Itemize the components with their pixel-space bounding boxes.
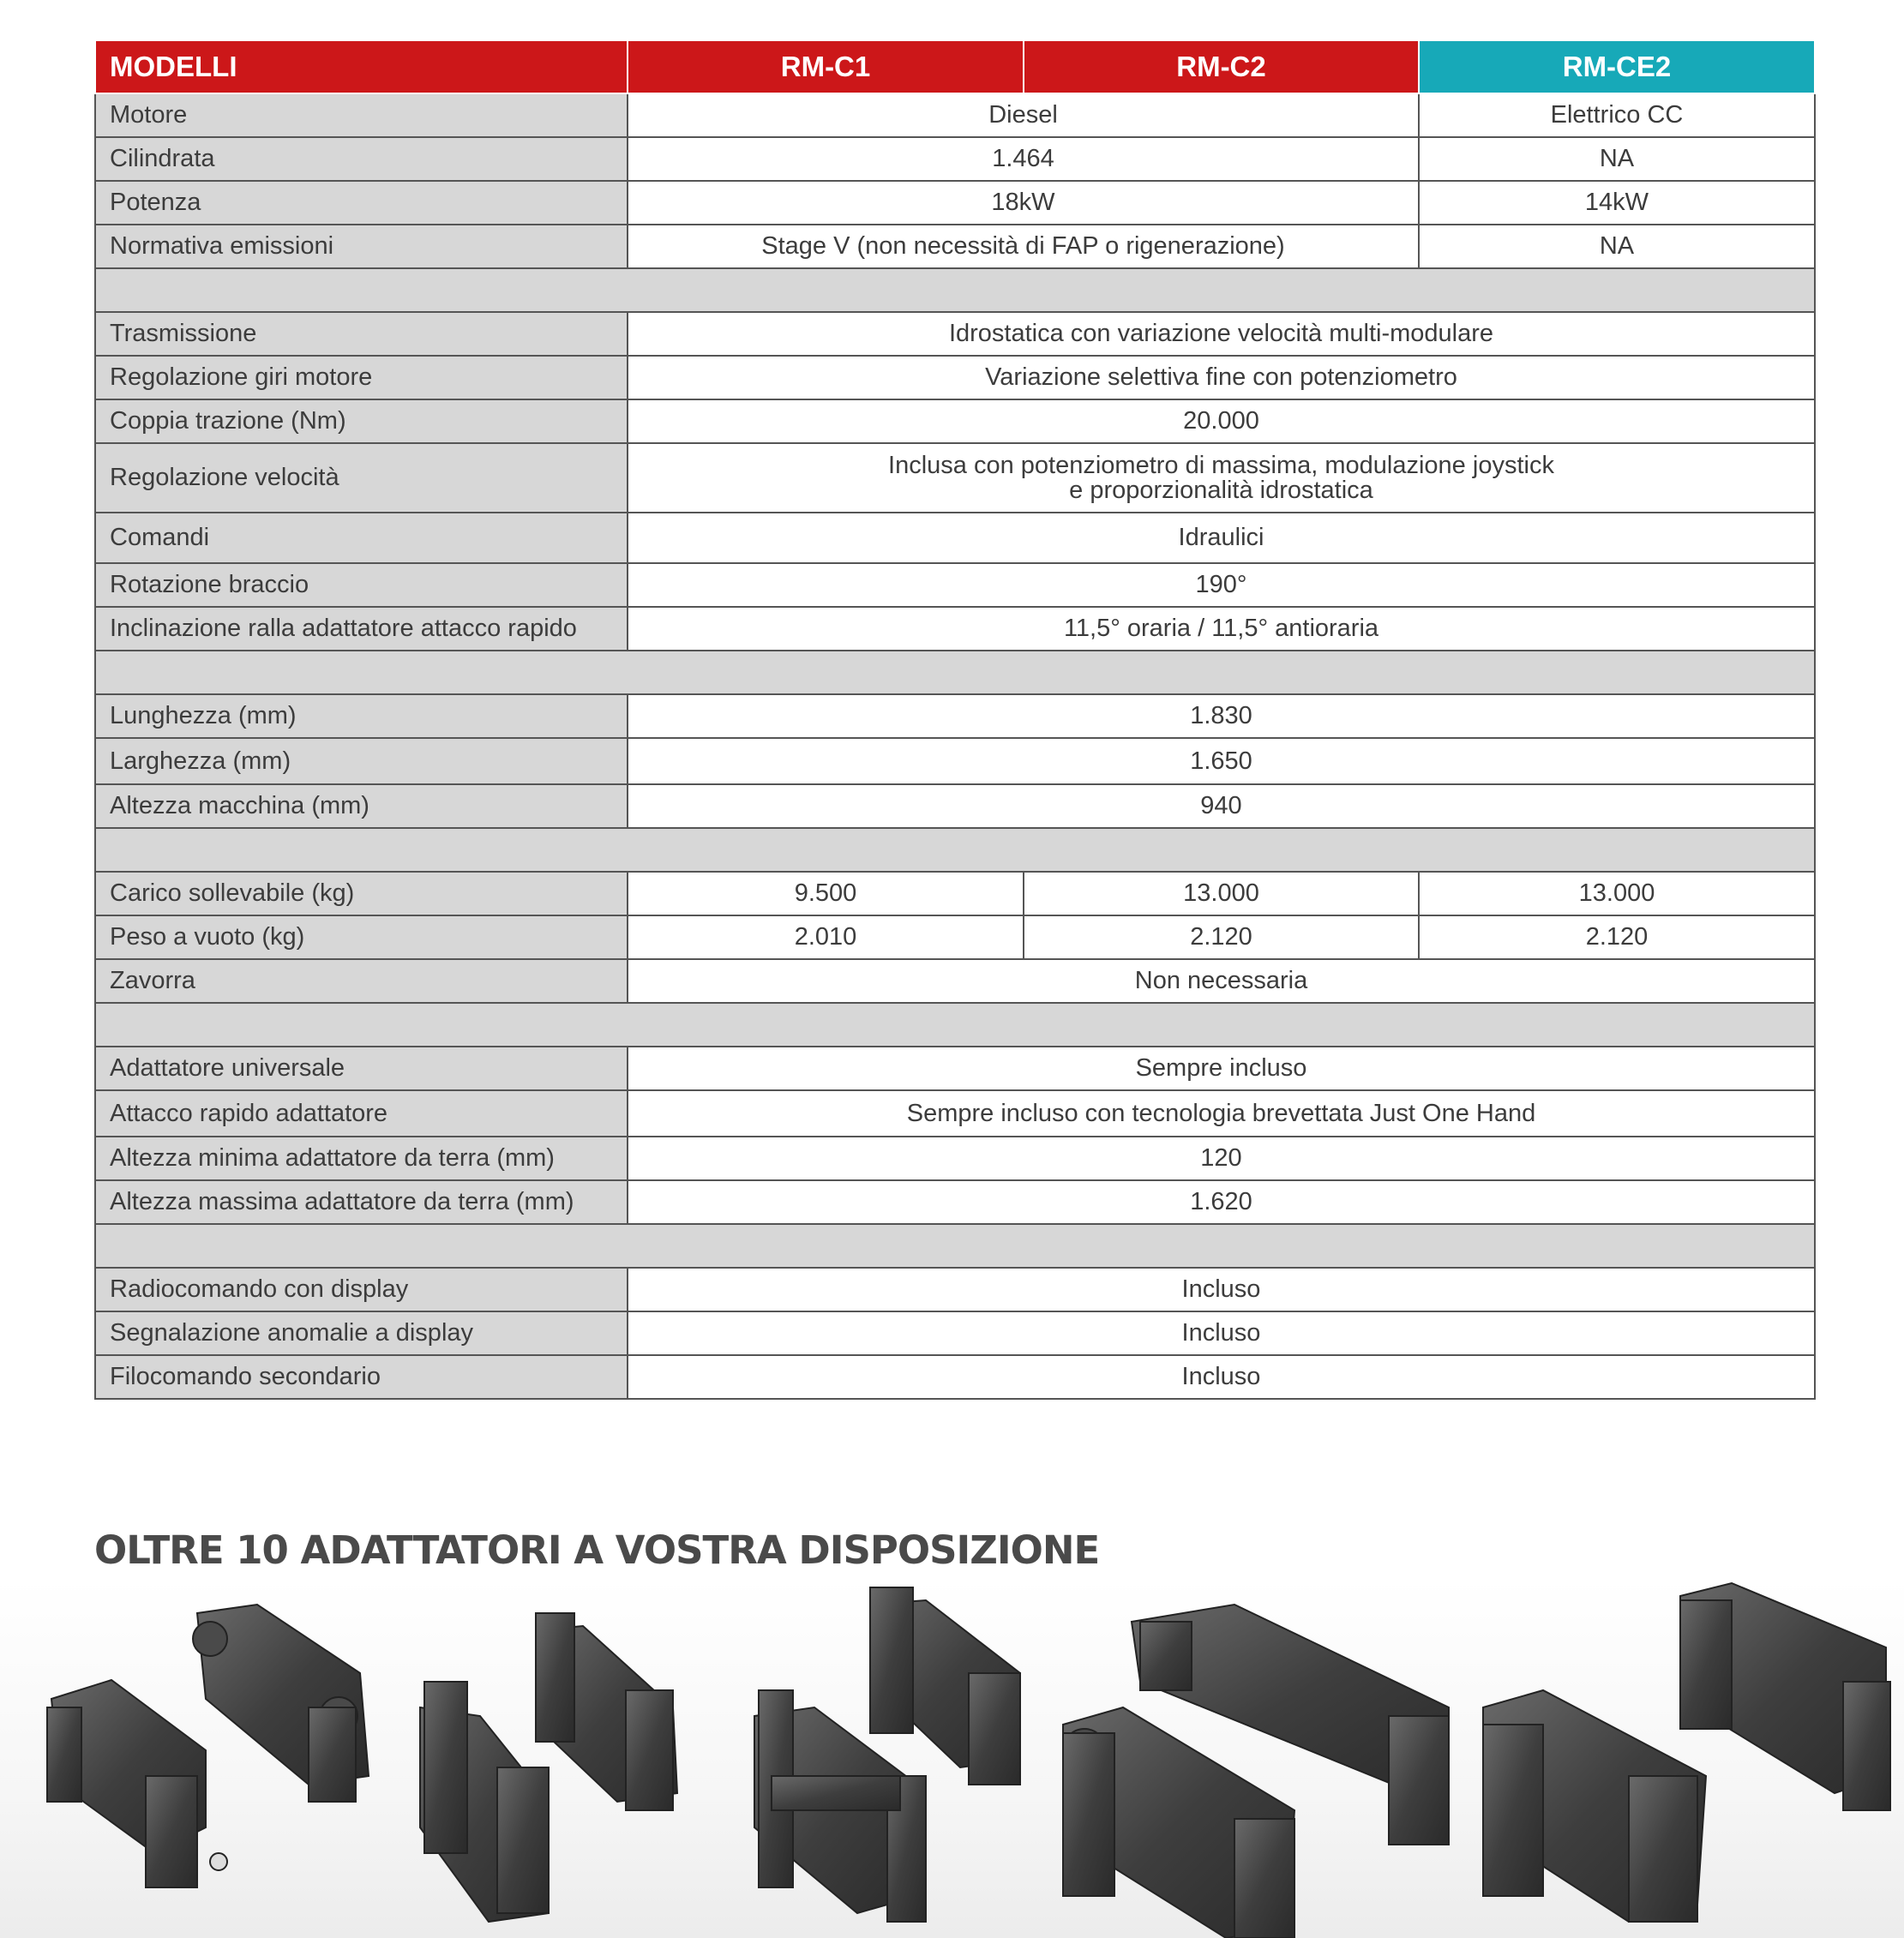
separator-cell <box>95 828 1815 872</box>
adapter-shape <box>1063 1707 1294 1938</box>
separator-cell <box>95 1003 1815 1047</box>
row-label: Inclinazione ralla adattatore attacco rapido <box>95 607 628 651</box>
row-label: Altezza minima adattatore da terra (mm) <box>95 1137 628 1180</box>
row-label: Filocomando secondario <box>95 1355 628 1399</box>
row-value: 13.000 <box>1419 872 1815 915</box>
table-row <box>95 1137 1815 1180</box>
row-label: Carico sollevabile (kg) <box>95 872 628 915</box>
row-value: 2.010 <box>628 915 1024 959</box>
row-label: Comandi <box>95 513 628 563</box>
row-value: Elettrico CC <box>1419 93 1815 137</box>
table-row <box>95 1268 1815 1311</box>
header-row <box>95 40 1815 93</box>
row-value-line: Inclusa con potenziometro di massima, modulazione joystick <box>888 451 1554 479</box>
table-row <box>95 312 1815 356</box>
row-value: Idrostatica con variazione velocità multi-modulare <box>628 312 1815 356</box>
models-header: MODELLI <box>95 40 628 93</box>
adapter-shape <box>1483 1690 1706 1922</box>
row-label: Adattatore universale <box>95 1047 628 1090</box>
row-value: 20.000 <box>628 399 1815 443</box>
table-row <box>95 1355 1815 1399</box>
row-value: 14kW <box>1419 181 1815 225</box>
row-label: Peso a vuoto (kg) <box>95 915 628 959</box>
model-rm-ce2: RM-CE2 <box>1419 40 1815 93</box>
row-value <box>628 443 1815 513</box>
row-value: Sempre incluso con tecnologia brevettata Just One Hand <box>628 1090 1815 1137</box>
row-value: NA <box>1419 225 1815 268</box>
row-value: Variazione selettiva fine con potenziometro <box>628 356 1815 399</box>
row-value: 18kW <box>628 181 1419 225</box>
model-rm-c2: RM-C2 <box>1024 40 1419 93</box>
row-label: Regolazione giri motore <box>95 356 628 399</box>
row-value: Incluso <box>628 1355 1815 1399</box>
row-value: 2.120 <box>1024 915 1419 959</box>
adapter-shape <box>47 1680 227 1887</box>
separator-row <box>95 828 1815 872</box>
row-label: Cilindrata <box>95 137 628 181</box>
table-row <box>95 356 1815 399</box>
separator-row <box>95 1003 1815 1047</box>
row-label: Altezza macchina (mm) <box>95 784 628 828</box>
table-row <box>95 93 1815 137</box>
row-label: Regolazione velocità <box>95 443 628 513</box>
separator-cell <box>95 651 1815 694</box>
adapter-shape <box>1680 1583 1890 1810</box>
row-value: 9.500 <box>628 872 1024 915</box>
table-row <box>95 1180 1815 1224</box>
separator-cell <box>95 1224 1815 1268</box>
row-value: 1.650 <box>628 738 1815 784</box>
row-label: Attacco rapido adattatore <box>95 1090 628 1137</box>
spec-table <box>94 39 1816 1400</box>
row-label: Normativa emissioni <box>95 225 628 268</box>
row-value: Non necessaria <box>628 959 1815 1003</box>
row-value: Sempre incluso <box>628 1047 1815 1090</box>
table-row <box>95 225 1815 268</box>
table-row <box>95 443 1815 513</box>
row-value-line: e proporzionalità idrostatica <box>1069 476 1373 504</box>
row-label: Trasmissione <box>95 312 628 356</box>
separator-row <box>95 1224 1815 1268</box>
row-value: 2.120 <box>1419 915 1815 959</box>
row-value: Stage V (non necessità di FAP o rigenerazione) <box>628 225 1419 268</box>
adapter-shape <box>870 1587 1020 1785</box>
table-row <box>95 1090 1815 1137</box>
table-row <box>95 959 1815 1003</box>
table-row <box>95 1047 1815 1090</box>
table-row <box>95 607 1815 651</box>
row-value: 940 <box>628 784 1815 828</box>
separator-cell <box>95 268 1815 312</box>
row-value: 190° <box>628 563 1815 607</box>
row-value: 1.830 <box>628 694 1815 738</box>
model-rm-c1: RM-C1 <box>628 40 1024 93</box>
row-label: Altezza massima adattatore da terra (mm) <box>95 1180 628 1224</box>
table-row <box>95 1311 1815 1355</box>
table-row <box>95 738 1815 784</box>
table-row <box>95 872 1815 915</box>
table-row <box>95 915 1815 959</box>
table-row <box>95 137 1815 181</box>
separator-row <box>95 651 1815 694</box>
row-value: 1.464 <box>628 137 1419 181</box>
row-label: Segnalazione anomalie a display <box>95 1311 628 1355</box>
row-value: 1.620 <box>628 1180 1815 1224</box>
row-label: Motore <box>95 93 628 137</box>
row-value: Idraulici <box>628 513 1815 563</box>
row-label: Radiocomando con display <box>95 1268 628 1311</box>
table-row <box>95 513 1815 563</box>
row-value: Diesel <box>628 93 1419 137</box>
table-row <box>95 563 1815 607</box>
row-label: Larghezza (mm) <box>95 738 628 784</box>
adapter-shape <box>193 1605 369 1802</box>
row-value: 13.000 <box>1024 872 1419 915</box>
adapters-image <box>0 1579 1904 1938</box>
table-row <box>95 784 1815 828</box>
row-value: 120 <box>628 1137 1815 1180</box>
row-value: Incluso <box>628 1268 1815 1311</box>
row-value: NA <box>1419 137 1815 181</box>
row-value: Incluso <box>628 1311 1815 1355</box>
table-row <box>95 694 1815 738</box>
row-label: Potenza <box>95 181 628 225</box>
row-label: Rotazione braccio <box>95 563 628 607</box>
row-label: Lunghezza (mm) <box>95 694 628 738</box>
table-row <box>95 181 1815 225</box>
adapter-shape <box>420 1682 549 1922</box>
table-row <box>95 399 1815 443</box>
adapter-shape <box>536 1613 677 1810</box>
row-label: Zavorra <box>95 959 628 1003</box>
row-value: 11,5° oraria / 11,5° antioraria <box>628 607 1815 651</box>
gallery-title: OLTRE 10 ADATTATORI A VOSTRA DISPOSIZIONE <box>94 1527 1100 1573</box>
separator-row <box>95 268 1815 312</box>
adapters-illustration <box>0 1579 1904 1938</box>
row-label: Coppia trazione (Nm) <box>95 399 628 443</box>
